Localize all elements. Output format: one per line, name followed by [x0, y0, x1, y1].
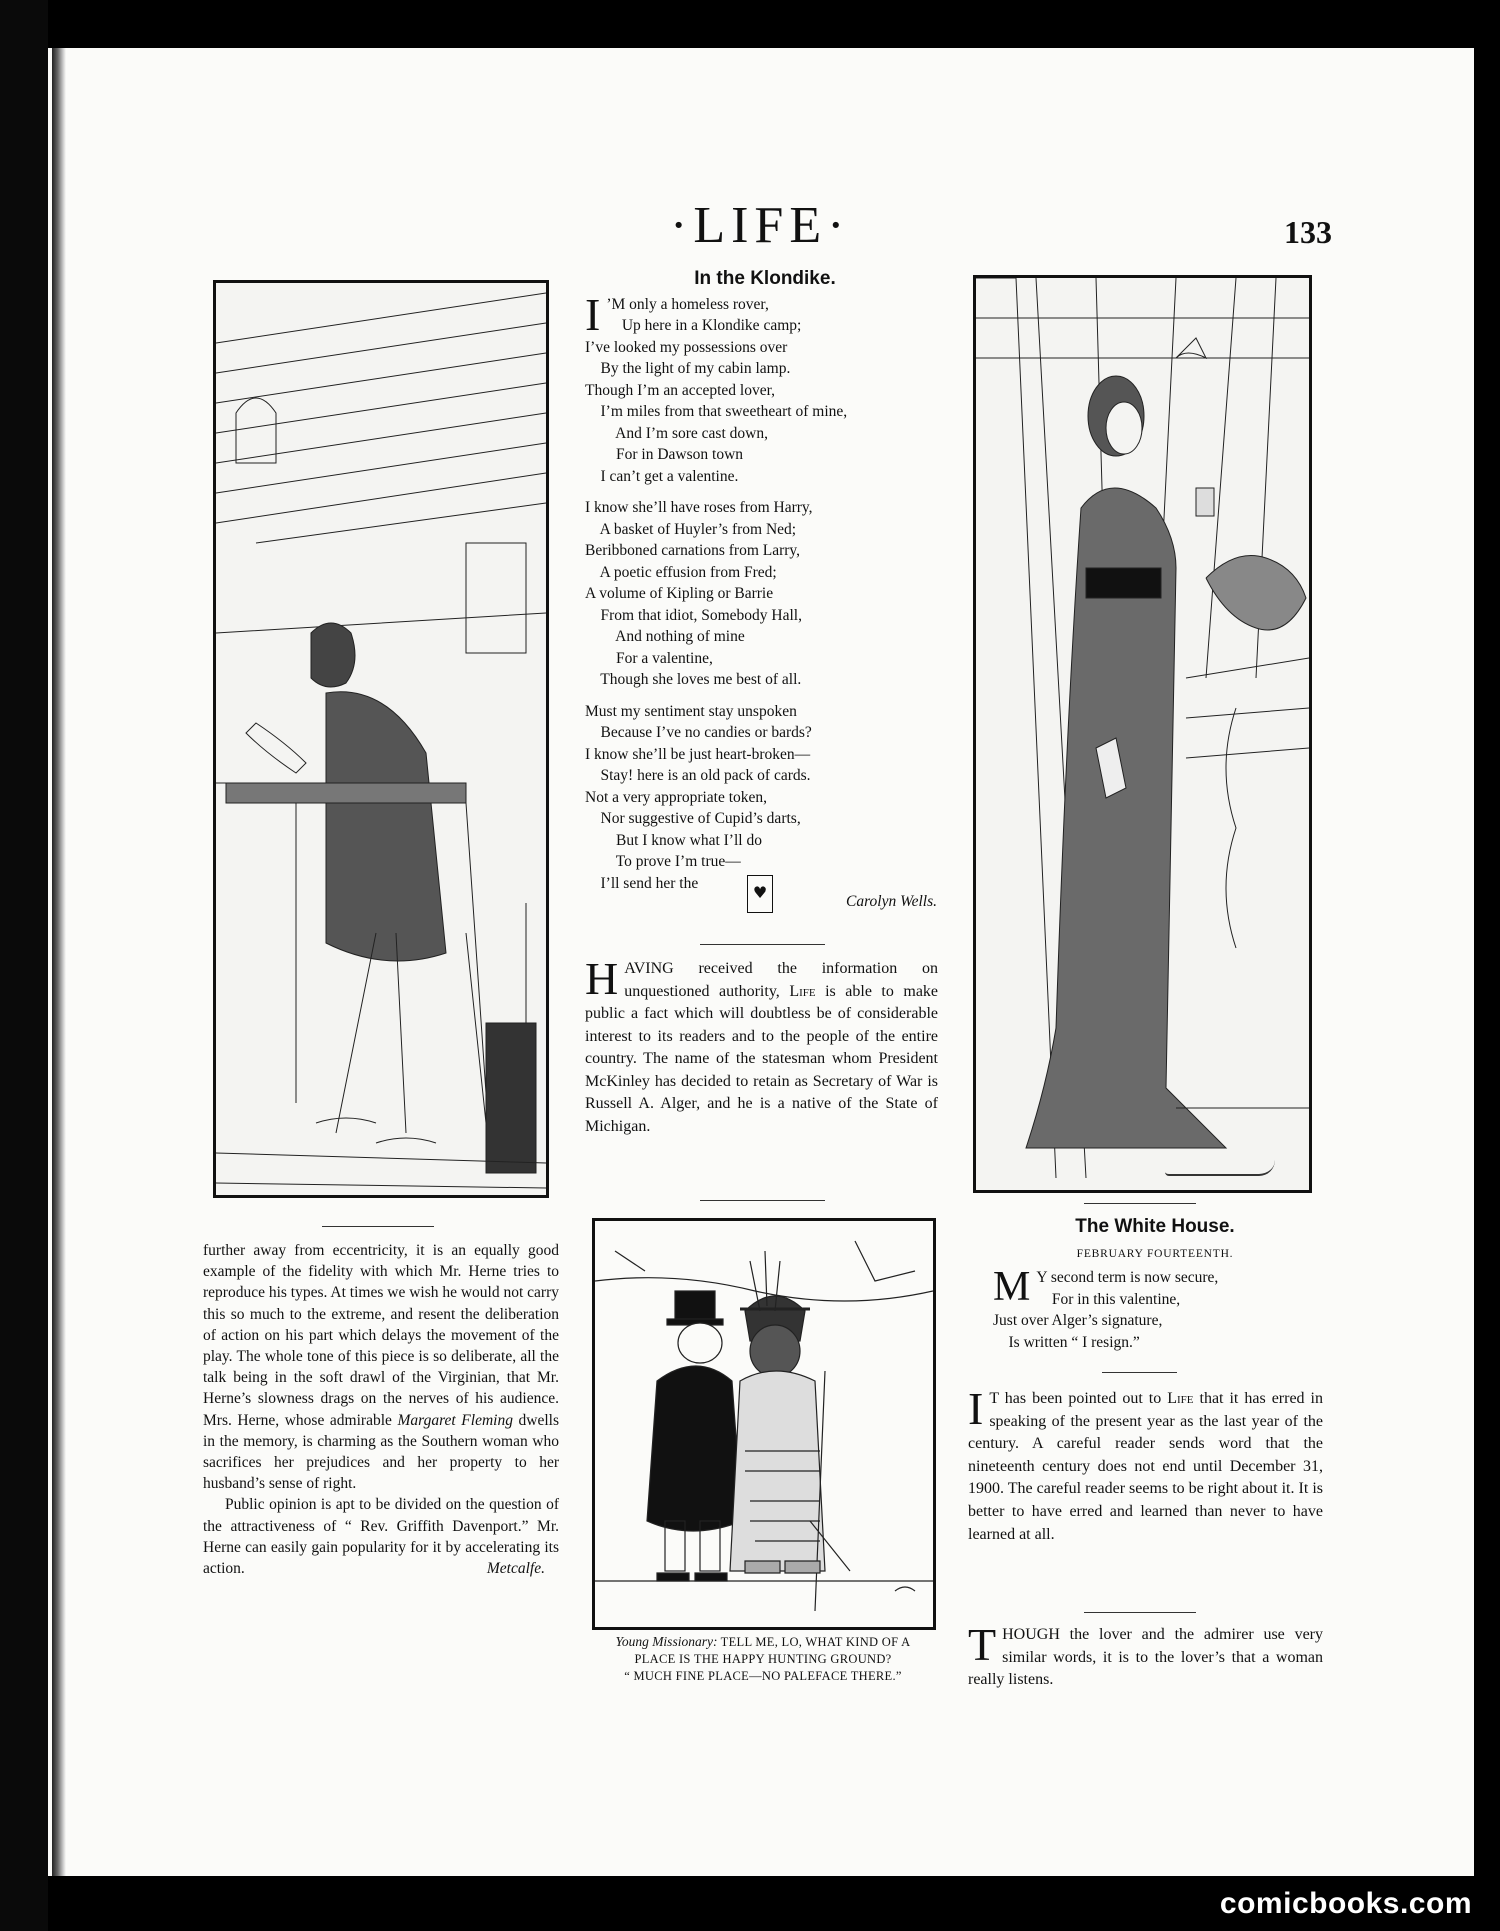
poem-line: I’ve looked my possessions over — [585, 338, 788, 356]
divider — [1084, 1612, 1196, 1613]
article-text: that it has erred in speaking of the present year as the last year of the century. A careful reader sends word that the nineteenth century does not end until December 31, 1900. The careful reader seems to be right about it. It is better to have erred and learned than never to have learned at all. — [968, 1390, 1324, 1543]
poem-white-house — [985, 1216, 1325, 1353]
poem-line: Though she loves me best of all. — [585, 671, 802, 688]
poem-last-line — [585, 873, 945, 913]
poem-line: To prove I’m true— — [585, 853, 741, 870]
poem-line: I know she’ll be just heart-broken— — [585, 745, 811, 763]
divider — [322, 1226, 434, 1227]
article-text: is able to make public a fact which will doubtless be of considerable interest to its readers and to the people of the entire country. The name of the statesman whom President McKinley has decided to retain as Secretary of War is Russell A. Alger, and he is a native of the State of Michigan. — [585, 982, 939, 1135]
divider — [700, 944, 825, 945]
poem-stanza-2 — [585, 497, 945, 691]
divider — [1084, 1203, 1196, 1204]
playing-card-icon: ♥ — [747, 875, 773, 913]
divider — [1102, 1372, 1177, 1373]
drop-cap: I — [968, 1383, 984, 1434]
poem-line: For in Dawson town — [585, 446, 744, 463]
poem-line: I know she’ll have roses from Harry, — [585, 499, 813, 516]
poem-line: Must my sentiment stay unspoken — [585, 702, 797, 720]
artist-signature — [1165, 1160, 1275, 1176]
cartoon-caption — [598, 1633, 928, 1685]
page-number: 133 — [1284, 214, 1332, 250]
article-alger — [585, 953, 939, 1138]
article-lover — [968, 1619, 1323, 1692]
drop-cap: I — [585, 288, 601, 340]
illustration-woman — [973, 275, 1312, 1193]
poem-line: Not a very appropriate token, — [585, 788, 768, 806]
poem-line: Because I’ve no candies or bards? — [585, 724, 812, 741]
poem-line: I’m miles from that sweetheart of mine, — [585, 403, 848, 420]
poem-line: A volume of Kipling or Barrie — [585, 585, 774, 602]
poem-title: In the Klondike. — [694, 268, 836, 289]
review-text: Public opinion is apt to be divided on the question of the attractiveness of “ Rev. Griffith Davenport.” Mr. Herne can easily gain popularity for it by accelerating its action. — [203, 1496, 559, 1578]
drop-cap: M — [993, 1264, 1031, 1310]
review-text: dwells in the memory, is charming as the Southern woman who sacrifices her prejudices and her property to her husband’s sense of right. — [203, 1411, 560, 1493]
poem-line: Though I’m an accepted lover, — [585, 381, 776, 399]
poem-line: Nor suggestive of Cupid’s darts, — [585, 810, 801, 827]
poem-line: Beribboned carnations from Larry, — [585, 542, 801, 559]
poem-line: Up here in a Klondike camp; — [606, 317, 802, 334]
poem-line: A poetic effusion from Fred; — [585, 563, 777, 581]
poem-line: But I know what I’ll do — [585, 831, 762, 849]
poem-line: A basket of Huyler’s from Ned; — [585, 520, 797, 538]
poem-line: I’ll send her the — [585, 874, 699, 892]
drop-cap: T — [968, 1619, 997, 1670]
article-text: HOUGH the lover and the admirer use very similar words, it is to the lover’s that a woman really listens. — [968, 1626, 1323, 1689]
poem-line: Y second term is now secure, — [1036, 1269, 1219, 1286]
drop-cap: H — [585, 953, 619, 1004]
poem-line: I can’t get a valentine. — [585, 467, 739, 485]
masthead: ·LIFE· — [670, 197, 851, 254]
magazine-name: Life — [789, 982, 816, 1000]
poem-line: For in this valentine, — [1036, 1290, 1181, 1308]
review-paragraph — [203, 1240, 559, 1494]
poem-line: From that idiot, Somebody Hall, — [585, 606, 802, 624]
poem-line: Just over Alger’s signature, — [993, 1312, 1163, 1329]
play-title: Margaret Fleming — [397, 1411, 513, 1429]
illustration-cabin — [213, 280, 549, 1198]
poem-stanza-1 — [585, 288, 945, 488]
poem-line: For a valentine, — [585, 649, 713, 667]
poem-line: By the light of my cabin lamp. — [585, 360, 791, 377]
watermark: comicbooks.com — [1219, 1887, 1472, 1920]
poem-subtitle: FEBRUARY FOURTEENTH. — [1076, 1247, 1234, 1260]
page-spine — [52, 48, 66, 1876]
poem-body — [993, 1264, 1325, 1353]
poem-line: ’M only a homeless rover, — [606, 295, 769, 313]
poem-in-the-klondike — [585, 268, 945, 913]
divider — [700, 1200, 825, 1201]
poem-stanza-3 — [585, 701, 945, 913]
article-text: AVING received the information on unquestioned authority, — [624, 960, 938, 1000]
caption-speaker: Young Missionary: — [615, 1634, 718, 1649]
magazine-name: Life — [1167, 1390, 1194, 1407]
article-text: T has been pointed out to — [989, 1390, 1162, 1407]
review-author: Metcalfe. — [486, 1560, 545, 1578]
poem-line: And I’m sore cast down, — [585, 424, 768, 442]
cartoon-missionary — [592, 1218, 936, 1630]
article-century — [968, 1383, 1324, 1546]
poem-title: The White House. — [1075, 1216, 1235, 1237]
poem-line: Stay! here is an old pack of cards. — [585, 767, 811, 784]
scan-edge — [0, 0, 48, 1931]
poem-author: Carolyn Wells. — [846, 892, 937, 910]
poem-line: And nothing of mine — [585, 628, 745, 645]
poem-line: Is written “ I resign.” — [993, 1333, 1140, 1351]
theatre-review — [203, 1240, 559, 1579]
review-text: further away from eccentricity, it is an equally good example of the fidelity with which Mr. Herne tries to reproduce his types. At times we wish he would not carry this so much to the extreme, and resent the deliberation of action on his part which delays the movement of the play. The whole tone of this piece is so deliberate, all the talk being in the soft drawl of the Virginian, that Mr. Herne’s slowness drags on the nerves of his audience. Mrs. Herne, whose admirable — [203, 1242, 559, 1429]
caption-text: TELL ME, LO, WHAT KIND OF A PLACE IS THE HAPPY HUNTING GROUND? — [634, 1635, 911, 1666]
caption-reply: “ MUCH FINE PLACE—NO PALEFACE THERE.” — [624, 1669, 902, 1683]
